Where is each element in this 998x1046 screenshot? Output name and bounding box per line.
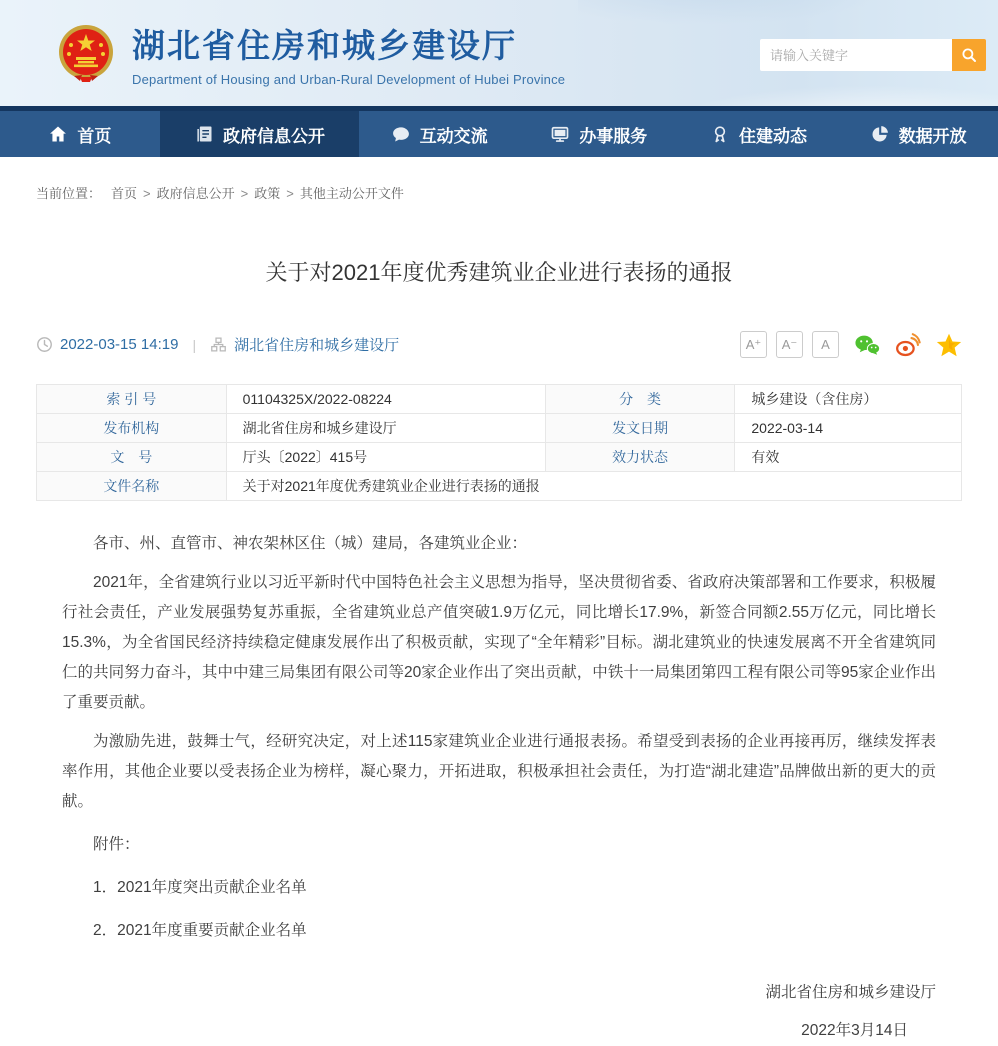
meta-label-issue-date: 发文日期: [545, 414, 735, 443]
site-title: 湖北省住房和城乡建设厅: [132, 26, 517, 64]
meta-label-doc-title: 文件名称: [37, 472, 227, 501]
breadcrumb-link-policy[interactable]: 政策: [254, 186, 281, 201]
meta-value-doc-title: 关于对2021年度优秀建筑业企业进行表扬的通报: [226, 472, 961, 501]
meta-value-issue-date: 2022-03-14: [735, 414, 962, 443]
breadcrumb-link-other-docs[interactable]: 其他主动公开文件: [299, 186, 404, 201]
meta-label-doc-no: 文 号: [37, 443, 227, 472]
search-button[interactable]: [952, 39, 986, 71]
nav-item-open-data[interactable]: [838, 111, 998, 157]
breadcrumb: [36, 183, 962, 202]
nav-item-label: 互动交流: [419, 126, 488, 146]
signature-org: 湖北省住房和城乡建设厅: [765, 984, 936, 1001]
breadcrumb-label: 当前位置：: [36, 186, 102, 201]
nav-item-label: 首页: [77, 126, 112, 146]
site-logo[interactable]: [54, 20, 565, 87]
meta-label-validity: 效力状态: [545, 443, 735, 472]
article-body: [36, 529, 962, 1046]
search-bar: [760, 39, 986, 71]
font-decrease-button[interactable]: A⁻: [776, 331, 803, 358]
info-divider: |: [192, 336, 197, 353]
body-paragraph: 为激励先进，鼓舞士气，经研究决定，对上述115家建筑业企业进行通报表扬。希望受到表扬的企业再接再厉，继续发挥表率作用，其他企业要以受表扬企业为榜样，凝心聚力，开拓进取，积极承担社会责任，为打造“湖北建造”品牌做出新的更大的贡献。: [62, 733, 936, 810]
nav-item-label: 办事服务: [579, 126, 648, 146]
font-reset-button[interactable]: A: [812, 331, 839, 358]
nav-item-home[interactable]: [0, 111, 160, 157]
article-info-row: [36, 331, 962, 358]
weibo-icon: [895, 332, 921, 358]
clock-icon: [36, 336, 53, 353]
meta-value-index-no: 01104325X/2022-08224: [226, 385, 545, 414]
attachments-label: 附件：: [93, 836, 140, 853]
wechat-share-button[interactable]: [854, 332, 880, 358]
meta-label-category: 分 类: [545, 385, 735, 414]
nav-item-label: 住建动态: [739, 126, 807, 146]
chat-bubble-icon: [391, 124, 411, 144]
pie-chart-icon: [870, 124, 890, 144]
breadcrumb-separator: >: [240, 186, 249, 201]
qzone-share-button[interactable]: [936, 332, 962, 358]
wechat-icon: [854, 332, 880, 358]
org-sitemap-icon: [210, 336, 227, 353]
monitor-icon: [550, 124, 570, 144]
search-icon: [960, 46, 978, 64]
nav-item-label: 政府信息公开: [222, 126, 325, 146]
nav-item-interaction[interactable]: [359, 111, 519, 157]
weibo-share-button[interactable]: [895, 332, 921, 358]
source-org-link[interactable]: 湖北省住房和城乡建设厅: [234, 337, 400, 354]
site-header: [0, 0, 998, 106]
signature-date: 2022年3月14日: [801, 1022, 908, 1039]
home-icon: [48, 124, 68, 144]
meta-value-doc-no: 厅头〔2022〕415号: [226, 443, 545, 472]
document-icon: [194, 124, 214, 144]
qzone-icon: [936, 332, 962, 358]
search-input[interactable]: [760, 39, 952, 71]
body-paragraph: 2021年，全省建筑行业以习近平新时代中国特色社会主义思想为指导，坚决贯彻省委、省政府决策部署和工作要求，积极履行社会责任，产业发展强势复苏重振，全省建筑业总产值突破1.9万亿元，同比增长17.9%，新签合同额2.55万亿元，同比增长15.3%，为全省国民经济持续稳定健康发展作出了积极贡献，实现了“全年精彩”目标。湖北建筑业的快速发展离不开全省建筑同仁的共同努力奋斗，其中中建三局集团有限公司等20家企业作出了突出贡献，中铁十一局集团第四工程有限公司等95家企业作出了重要贡献。: [62, 574, 936, 711]
document-meta-table: [36, 384, 962, 501]
signature-block: [62, 978, 936, 1046]
salutation: 各市、州、直管市、神农架林区住（城）建局，各建筑业企业：: [93, 535, 528, 552]
breadcrumb-link-home[interactable]: 首页: [111, 186, 138, 201]
meta-value-issuer: 湖北省住房和城乡建设厅: [226, 414, 545, 443]
nav-item-label: 数据开放: [898, 126, 967, 146]
national-emblem-icon: [54, 21, 118, 85]
table-row: [37, 443, 962, 472]
table-row: [37, 385, 962, 414]
breadcrumb-separator: >: [143, 186, 151, 201]
attachment-link-2[interactable]: 2．2021年度重要贡献企业名单: [93, 922, 307, 939]
meta-label-index-no: 索 引 号: [37, 385, 227, 414]
meta-value-validity: 有效: [735, 443, 962, 472]
publish-time: 2022-03-15 14:19: [60, 336, 179, 353]
nav-item-dynamics[interactable]: [679, 111, 839, 157]
meta-value-category: 城乡建设（含住房）: [735, 385, 962, 414]
table-row: [37, 472, 962, 501]
font-increase-button[interactable]: A⁺: [740, 331, 767, 358]
nav-item-gov-info[interactable]: [160, 111, 360, 157]
badge-icon: [710, 124, 730, 144]
table-row: [37, 414, 962, 443]
breadcrumb-link-gov-info[interactable]: 政府信息公开: [156, 186, 235, 201]
site-subtitle: Department of Housing and Urban-Rural Development of Hubei Province: [132, 71, 566, 87]
breadcrumb-separator: >: [286, 186, 294, 201]
nav-item-services[interactable]: [519, 111, 679, 157]
attachment-link-1[interactable]: 1．2021年度突出贡献企业名单: [93, 879, 307, 896]
article-title: 关于对2021年度优秀建筑业企业进行表扬的通报: [265, 260, 733, 285]
meta-label-issuer: 发布机构: [37, 414, 227, 443]
main-nav: [0, 106, 998, 157]
